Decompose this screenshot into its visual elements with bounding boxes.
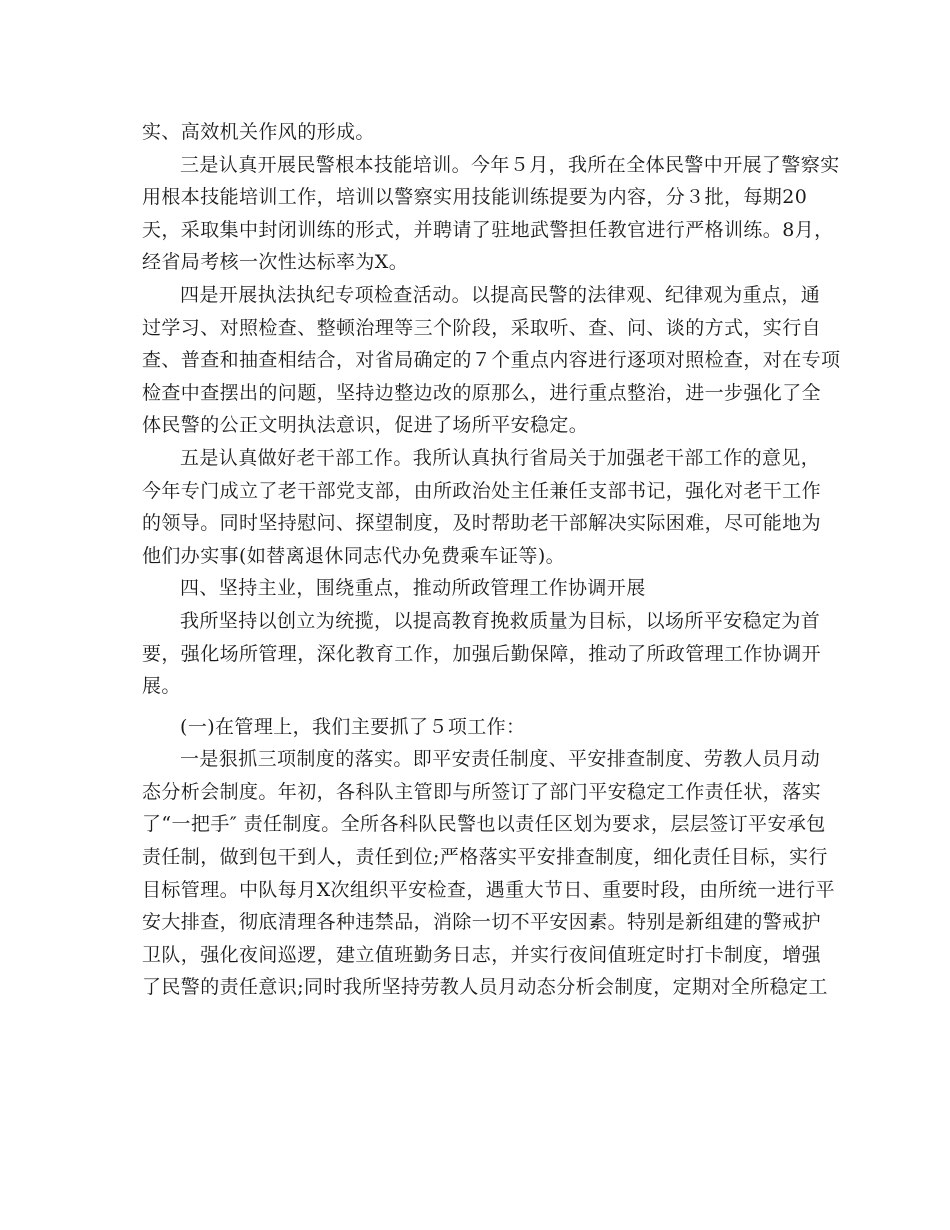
subsection-heading: (一)在管理上，我们主要抓了５项工作：: [180, 715, 526, 738]
paragraph-line: 五是认真做好老干部工作。我所认真执行省局关于加强老干部工作的意见，: [180, 446, 821, 469]
text-line: 经省局考核一次性达标率为X。: [142, 251, 409, 274]
paragraph-line: 三是认真开展民警根本技能培训。今年５月，我所在全体民警中开展了警察实: [180, 153, 840, 176]
paragraph-line: 我所坚持以创立为统揽，以提高教育挽救质量为目标，以场所平安稳定为首: [180, 609, 821, 632]
text-line: 检查中查摆出的问题，坚持边整边改的原那么，进行重点整治，进一步强化了全: [142, 381, 822, 404]
text-line: 用根本技能培训工作，培训以警察实用技能训练提要为内容，分３批，每期20: [142, 186, 808, 209]
text-line: 了民警的责任意识;同时我所坚持劳教人员月动态分析会制度，定期对全所稳定工: [142, 976, 828, 999]
text-line: 责任制，做到包干到人，责任到位;严格落实平安排查制度，细化责任目标，实行: [142, 846, 828, 869]
text-line: 要，强化场所管理，深化教育工作，加强后勤保障，推动了所政管理工作协调开: [142, 642, 822, 665]
text-line: 过学习、对照检查、整顿治理等三个阶段，采取听、查、问、谈的方式，实行自: [142, 316, 822, 339]
text-line: 态分析会制度。年初，各科队主管即与所签订了部门平安稳定工作责任状，落实: [142, 780, 822, 803]
text-line: 展。: [142, 675, 181, 698]
text-line: 安大排查，彻底清理各种违禁品，消除一切不平安因素。特别是新组建的警戒护: [142, 911, 822, 934]
text-line: 今年专门成立了老干部党支部，由所政治处主任兼任支部书记，强化对老干工作: [142, 479, 822, 502]
text-line: 天，采取集中封闭训练的形式，并聘请了驻地武警担任教官进行严格训练。8月，: [142, 218, 834, 241]
text-line: 实、高效机关作风的形成。: [142, 121, 375, 143]
text-line: 卫队，强化夜间巡逻，建立值班勤务日志，并实行夜间值班定时打卡制度，增强: [142, 943, 822, 966]
document-body: [142, 116, 841, 1004]
text-line: 他们办实事(如替离退休同志代办免费乘车证等)。: [142, 544, 566, 567]
text-line: 了“一把手″ 责任制度。全所各科队民警也以责任区划为要求，层层签订平安承包: [142, 813, 826, 836]
paragraph-gap: [142, 703, 814, 711]
paragraph-line: 四是开展执法执纪专项检查活动。以提高民警的法律观、纪律观为重点，通: [180, 283, 821, 306]
section-heading: 四、坚持主业，围绕重点，推动所政管理工作协调开展: [180, 577, 646, 600]
text-line: 查、普查和抽查相结合，对省局确定的７个重点内容进行逐项对照检查，对在专项: [142, 349, 841, 372]
text-line: 体民警的公正文明执法意识，促进了场所平安稳定。: [142, 414, 589, 437]
paragraph-line: 一是狠抓三项制度的落实。即平安责任制度、平安排查制度、劳教人员月动: [180, 748, 821, 771]
text-line: 的领导。同时坚持慰问、探望制度，及时帮助老干部解决实际困难，尽可能地为: [142, 512, 822, 535]
text-line: 目标管理。中队每月X次组织平安检查，遇重大节日、重要时段，由所统一进行平: [142, 878, 835, 901]
